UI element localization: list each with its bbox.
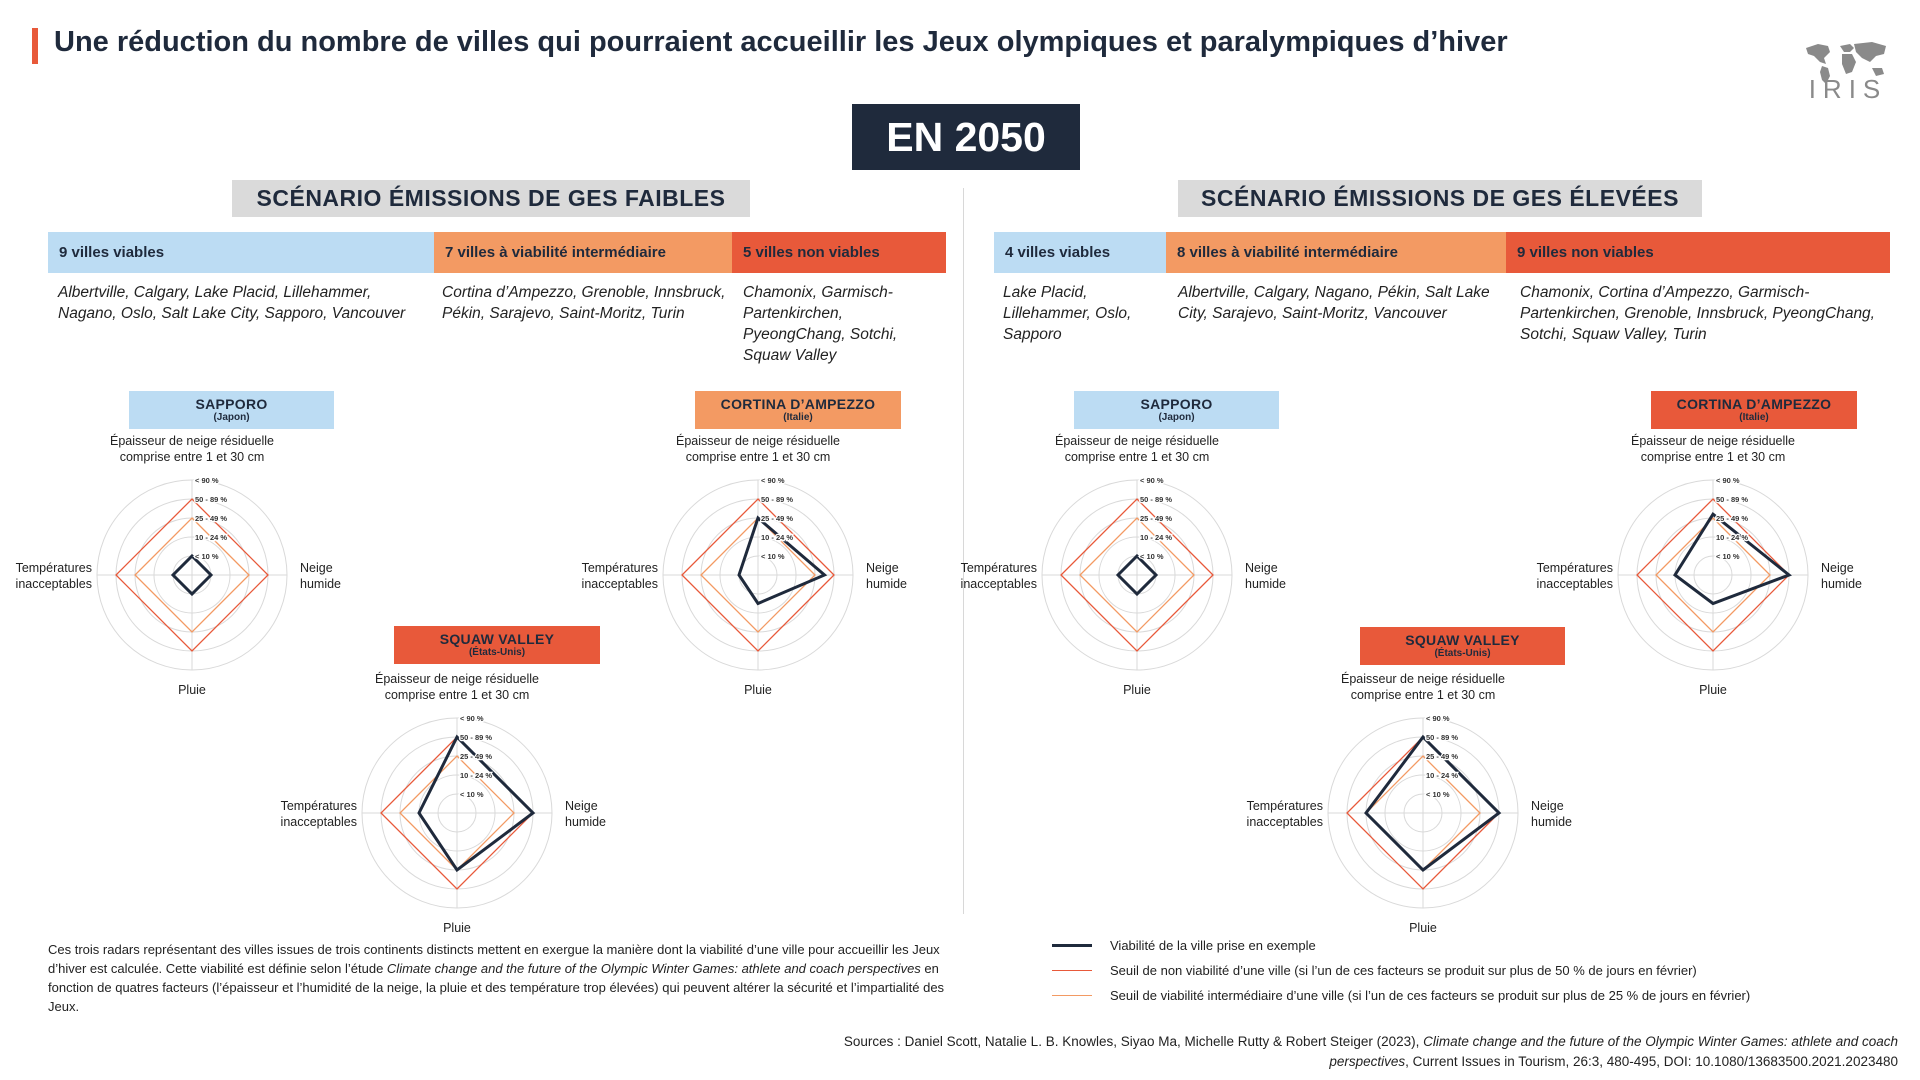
scenario-title-low: SCÉNARIO ÉMISSIONS DE GES FAIBLES [232,180,750,217]
legend-label: Seuil de viabilité intermédiaire d’une ville (si l’un de ces facteurs se produit sur plus de 25 % de jours en février) [1110,988,1751,1003]
radar-axis-label-top: Épaisseur de neige résiduelle [1341,672,1505,686]
city-name: SQUAW VALLEY [439,630,555,647]
radar-level-label: < 90 % [460,714,484,723]
category-non-viable-low: 5 villes non viables [732,232,946,273]
radar-level-label: 50 - 89 % [195,495,228,504]
city-label-sapporo-high [1074,391,1279,429]
legend-item-city [1052,938,1316,953]
radar-axis-label-right: humide [866,577,907,591]
radar-axis-label-left: inacceptables [15,577,92,591]
radar-axis-label-right: humide [565,815,606,829]
footnote [48,940,978,1016]
sources [798,1032,1898,1072]
radar-chart-sapporo-low [15,430,352,697]
radar-axis-label-right: humide [300,577,341,591]
radar-axis-label-bottom: Pluie [443,921,471,935]
radar-axis-label-top: comprise entre 1 et 30 cm [1350,688,1496,702]
radar-level-label: < 90 % [1716,476,1740,485]
legend-swatch-light-orange [1052,995,1092,996]
radar-axis-label-left: inacceptables [280,815,357,829]
radar-axis-label-right: humide [1821,577,1862,591]
sources-title: Climate change and the future of the Olympic Winter Games: athlete and coach perspectives [1329,1034,1898,1069]
radar-level-label: < 90 % [1426,714,1450,723]
radar-level-label: 50 - 89 % [460,733,493,742]
title-accent-bar [32,28,38,64]
radar-axis-label-left: inacceptables [1246,815,1323,829]
city-name: SAPPORO [1140,395,1213,412]
radar-chart-sapporo-high [960,430,1297,697]
radar-axis-label-left: Températures [1536,561,1613,575]
radar-axis-label-top: Épaisseur de neige résiduelle [676,434,840,448]
city-label-squaw-low [394,626,600,664]
radar-level-label: < 10 % [761,552,785,561]
category-viable-high: 4 villes viables [994,232,1166,273]
cities-viable-low: Albertville, Calgary, Lake Placid, Lillehammer, Nagano, Oslo, Salt Lake City, Sapporo, Vancouver [58,284,406,322]
radar-axis-label-bottom: Pluie [1409,921,1437,935]
radar-axis-label-right: humide [1531,815,1572,829]
radar-axis-label-left: Températures [15,561,92,575]
scenario-divider [963,188,964,914]
radar-level-label: < 90 % [761,476,785,485]
city-label-sapporo-low [129,391,334,429]
cities-intermediate-high: Albertville, Calgary, Nagano, Pékin, Salt Lake City, Sarajevo, Saint-Moritz, Vancouver [1178,284,1490,322]
city-name: SQUAW VALLEY [1405,631,1520,648]
radar-level-label: < 10 % [1426,790,1450,799]
sources-suffix: , Current Issues in Tourism, 26:3, 480-495, DOI: 10.1080/13683500.2021.2023480 [1405,1054,1898,1069]
category-intermediate-low: 7 villes à viabilité intermédiaire [434,232,732,273]
radar-level-label: 25 - 49 % [460,752,493,761]
cities-viable-high: Lake Placid, Lillehammer, Oslo, Sapporo [1003,284,1132,343]
radar-axis-label-top: comprise entre 1 et 30 cm [1064,450,1210,464]
radar-axis-label-bottom: Pluie [178,683,206,697]
radar-axis-label-top: Épaisseur de neige résiduelle [110,434,274,448]
city-label-squaw-high [1360,627,1565,665]
radar-level-label: 10 - 24 % [1716,533,1749,542]
legend-label: Viabilité de la ville prise en exemple [1110,938,1316,953]
radar-axis-label-left: Températures [581,561,658,575]
city-country: (Japon) [213,411,250,423]
logo-text: IRIS [1808,74,1888,104]
footnote-text-2: en fonction de quatres facteurs (l’épaisseur et l’humidité de la neige, la pluie et des température trop élevées) qui peuvent altérer la sécurité et l’impartialité des Jeux. [48,961,945,1014]
radar-axis-label-top: comprise entre 1 et 30 cm [1640,450,1786,464]
radar-axis-label-bottom: Pluie [1699,683,1727,697]
cities-non-viable-high: Chamonix, Cortina d’Ampezzo, Garmisch-Partenkirchen, Grenoble, Innsbruck, PyeongChang, Sotchi, Squaw Valley, Turin [1520,284,1875,343]
city-country: (Japon) [1158,411,1195,423]
radar-axis-label-top: Épaisseur de neige résiduelle [375,672,539,686]
legend-item-intermediate [1052,988,1750,1003]
radar-axis-label-right: humide [1245,577,1286,591]
city-country: (États-Unis) [1434,647,1491,659]
city-name: CORTINA D’AMPEZZO [720,395,876,412]
cities-intermediate-low: Cortina d’Ampezzo, Grenoble, Innsbruck, Pékin, Sarajevo, Saint-Moritz, Turin [442,284,726,322]
legend-item-non-viable [1052,963,1697,978]
radar-level-label: < 90 % [195,476,219,485]
city-country: (Italie) [783,411,813,423]
city-name: SAPPORO [195,395,268,412]
city-label-cortina-high [1651,391,1857,429]
radar-chart-squaw-low [280,668,617,935]
category-viable-low: 9 villes viables [48,232,434,273]
page-title: Une réduction du nombre de villes qui pourraient accueillir les Jeux olympiques et paralympiques d’hiver [54,26,1508,58]
radar-level-label: 25 - 49 % [1716,514,1749,523]
radar-axis-label-left: Températures [280,799,357,813]
legend-label: Seuil de non viabilité d’une ville (si l’un de ces facteurs se produit sur plus de 50 % de jours en février) [1110,963,1697,978]
radar-level-label: 25 - 49 % [761,514,794,523]
radar-axis-label-right: Neige [1245,561,1278,575]
footnote-text-1: Ces trois radars représentant des villes issues de trois continents distincts mettent en exergue la manière dont la viabilité d’une ville pour accueillir les Jeux d’hiver est calculée. Cette viabilité est définie selon l’étude [48,942,940,976]
radar-axis-label-right: Neige [1821,561,1854,575]
radar-level-label: 25 - 49 % [1140,514,1173,523]
radar-axis-label-right: Neige [866,561,899,575]
radar-level-label: 10 - 24 % [1140,533,1173,542]
radar-level-label: 50 - 89 % [1140,495,1173,504]
radar-axis-label-left: inacceptables [1536,577,1613,591]
category-intermediate-high: 8 villes à viabilité intermédiaire [1166,232,1506,273]
city-country: (Italie) [1739,411,1769,423]
radar-axis-label-left: Températures [1246,799,1323,813]
radar-level-label: < 10 % [1140,552,1164,561]
city-country: (États-Unis) [468,646,526,658]
radar-axis-label-right: Neige [300,561,333,575]
footnote-study-title: Climate change and the future of the Olympic Winter Games: athlete and coach perspectives [386,961,921,976]
scenario-title-high: SCÉNARIO ÉMISSIONS DE GES ÉLEVÉES [1178,180,1702,217]
radar-level-label: 50 - 89 % [1426,733,1459,742]
radar-chart-squaw-high [1246,668,1583,935]
sources-prefix: Sources : Daniel Scott, Natalie L. B. Knowles, Siyao Ma, Michelle Rutty & Robert Steiger (2023), [843,1034,1424,1049]
radar-level-label: < 10 % [195,552,219,561]
radar-level-label: 10 - 24 % [195,533,228,542]
radar-axis-label-right: Neige [1531,799,1564,813]
radar-axis-label-bottom: Pluie [744,683,772,697]
radar-level-label: 25 - 49 % [1426,752,1459,761]
radar-axis-label-left: Températures [960,561,1037,575]
radar-chart-cortina-high [1536,430,1873,697]
city-label-cortina-low [695,391,901,429]
radar-axis-label-top: Épaisseur de neige résiduelle [1055,434,1219,448]
radar-axis-label-left: inacceptables [960,577,1037,591]
category-non-viable-high: 9 villes non viables [1506,232,1890,273]
radar-axis-label-top: comprise entre 1 et 30 cm [119,450,265,464]
legend-swatch-dark-orange [1052,970,1092,971]
radar-axis-label-top: comprise entre 1 et 30 cm [384,688,530,702]
radar-axis-label-left: inacceptables [581,577,658,591]
radar-chart-cortina-low [581,430,918,697]
year-label: EN 2050 [852,104,1080,170]
radar-level-label: < 10 % [460,790,484,799]
radar-level-label: 10 - 24 % [1426,771,1459,780]
radar-level-label: 10 - 24 % [460,771,493,780]
radar-axis-label-right: Neige [565,799,598,813]
radar-level-label: 50 - 89 % [1716,495,1749,504]
legend-swatch-navy [1052,944,1092,947]
radar-level-label: 50 - 89 % [761,495,794,504]
radar-level-label: 10 - 24 % [761,533,794,542]
radar-level-label: < 90 % [1140,476,1164,485]
city-name: CORTINA D’AMPEZZO [1676,395,1832,412]
cities-non-viable-low: Chamonix, Garmisch-Partenkirchen, PyeongChang, Sotchi, Squaw Valley [743,284,898,364]
radar-axis-label-bottom: Pluie [1123,683,1151,697]
radar-axis-label-top: Épaisseur de neige résiduelle [1631,434,1795,448]
radar-level-label: 25 - 49 % [195,514,228,523]
radar-axis-label-top: comprise entre 1 et 30 cm [685,450,831,464]
radar-level-label: < 10 % [1716,552,1740,561]
